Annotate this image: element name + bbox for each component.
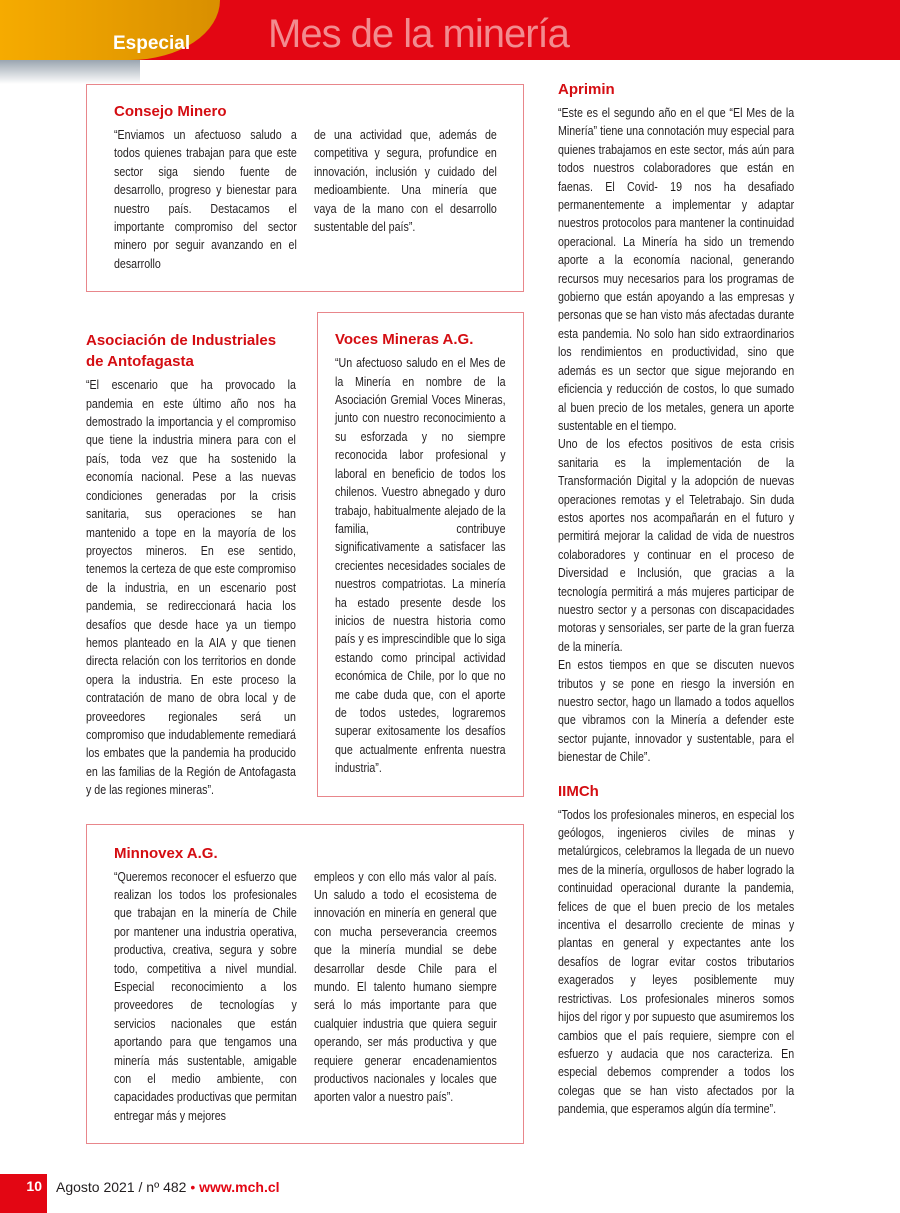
minnovex-columns: [114, 868, 497, 1126]
voces-mineras-title: Voces Mineras A.G.: [335, 331, 474, 349]
minnovex-box: [86, 824, 524, 1145]
section-label: Especial: [113, 33, 191, 54]
aia-text: “El escenario que ha provocado la pandemia en este último año nos ha demostrado la importancia y el compromiso que tiene la industria minera para con el país, toda vez que ha sostenido la economía nacional. Pese a las nuevas condiciones generadas por la crisis sanitaria, sus operaciones se han mantenido a tope en la mayoría de los proyectos mineros. En ese sentido, tenemos la certeza de que este compromiso de la industria, en un escenario post pandemia, se redireccionará hacia los desafíos que desde hace ya un tiempo hemos planteado en la AIA y que tienen directa relación con los territorios en donde opera la industria. En este proceso la contratación de mano de obra local y de proveedores regionales será un compromiso que indudablemente remediará los embates que la pandemia ha producido en las familias de la Región de Antofagasta y de las regiones mineras”.: [86, 377, 296, 798]
voces-mineras-box: [317, 312, 524, 796]
aprimin-title: Aprimin: [558, 81, 615, 98]
website-link[interactable]: www.mch.cl: [199, 1179, 280, 1196]
consejo-minero-text-col1: “Enviamos un afectuoso saludo a todos quienes trabajan para que este sector siga siendo fuente de desarrollo, progreso y bienestar para nuestro país. Destacamos el importante compromiso del sector minero por seguir avanzando en el desarrollo: [114, 127, 297, 271]
spacer: [558, 767, 794, 781]
footer-separator: •: [190, 1179, 196, 1196]
right-column: [558, 79, 794, 1119]
aprimin-paragraph: “Este es el segundo año en el que “El Mes de la Minería” tiene una connotación muy especial para quienes trabajamos en este sector, más aún para todos nuestros colaboradores que están en faenas. El Covid- 19 nos ha desafiado permanentemente a implementar y adaptar nuestros protocolos para mantener la continuidad operacional. La Minería ha sido un tremendo aporte a la economía nacional, generando recursos muy necesarios para los programas de gobierno que están apoyando a las empresas y personas que se han visto más afectadas durante esta pandemia. No solo han sido extraordinarios los rendimientos en productividad, sino que además es un sector que sigue mejorando en eficiencia y reducción de costos, lo que sumado al buen precio de los metales, genera un aporte sustentable en el tiempo.: [558, 105, 795, 433]
minnovex-text-col2: empleos y con ello más valor al país. Un saludo a todo el ecosistema de innovación en minería en general que con mucha perseverancia creemos que la minería mundial se debe desarrollar desde Chile para el mundo. El talento humano siempre será lo más importante para que cualquier industria que quiera seguir operando, ser más productiva y que requiere generar encadenamientos productivos nacionales y locales que aporten valor a nuestro país”.: [314, 868, 497, 1105]
iimch-title: IIMCh: [558, 782, 599, 800]
aprimin-text: [558, 104, 794, 767]
iimch-text: “Todos los profesionales mineros, en especial los geólogos, ingenieros civiles de minas y metalúrgicos, celebramos la llegada de un nuevo mes de la minería, orgullosos de haber logrado la continuidad operacional durante la pandemia, felices de que el buen precio de los metales incentiva el desarrollo creciente de minas y plantas en general y expectantes ante los desafíos de lograr evitar costos tributarios exagerados y leyes posiblemente muy restrictivas. Los profesionales mineros somos hijos del rigor y por supuesto que asumiremos los cambios que el país requiere, siempre con el esfuerzo y audacia que nos caracteriza. En especial debemos comprender a todos los colegas que se han visto afectados por la pandemia, que esperamos algún día termine”.: [558, 806, 795, 1117]
left-column: [86, 79, 524, 1144]
aprimin-paragraph: En estos tiempos en que se discuten nuevos tributos y se pone en riesgo la inversión en nuestro sector, hago un llamado a todos aquellos que vibramos con la Minería a defender este sector pujante, innovador y sustentable, para el bienestar de Chile”.: [558, 657, 795, 765]
minnovex-title: Minnovex A.G.: [114, 844, 218, 862]
page-number: 10: [26, 1178, 42, 1195]
middle-row: [86, 312, 524, 799]
minnovex-text-col1: “Queremos reconocer el esfuerzo que realizan los todos los profesionales que trabajan en la minería de Chile por mantener una industria operativa, productiva, creativa, segura y sobre todo, competitiva a nivel mundial. Especial reconocimiento a los proveedores de tecnologías y servicios nacionales que están aportando para que tengamos una minería más sustentable, amigable con el medio ambiente, con capacidades productivas que permitan entregar más y mejores: [114, 868, 297, 1123]
issue-label: Agosto 2021 / nº 482: [56, 1179, 187, 1196]
page-title: Mes de la minería: [268, 12, 569, 56]
voces-mineras-text: “Un afectuoso saludo en el Mes de la Minería en nombre de la Asociación Gremial Voces Mineras, junto con nuestro reconocimiento a su esforzada y no siempre reconocida labor profesional y laboral en beneficio de todos los chilenos. Vuestro abnegado y duro trabajo, habitualmente alejado de la familia, contribuye significativamente a satisfacer las crecientes necesidades sociales de nuestros compatriotas. La minería ha estado presente desde los inicios de nuestra historia como país y es imprescindible que lo siga estando como principal actividad económica de Chile, por lo que no me cabe duda que, con el aporte de todos ustedes, lograremos superar exitosamente los desafíos que actualmente enfrenta nuestra industria”.: [335, 355, 506, 776]
consejo-minero-box: [86, 84, 524, 292]
aia-title: Asociación de Industriales de Antofagasta: [86, 332, 277, 371]
consejo-minero-columns: [114, 126, 497, 273]
aprimin-paragraph: Uno de los efectos positivos de esta crisis sanitaria es la implementación de la Transformación Digital y la adopción de nuevas operaciones remotas y el Teletrabajo. Sin duda estos aportes nos acompañarán en el futuro y permitirá mejorar la calidad de vida de nuestros colaboradores y continuar en el proceso de Diversidad e Inclusión, que gracias a la tecnología permitirá a más mujeres participar de nuestro sector y a personas con discapacidades motoras y sensoriales, ser parte de la gran fuerza de la minería.: [558, 436, 795, 654]
footer-info: [56, 1174, 280, 1195]
footer: [0, 1174, 900, 1213]
header-shadow: [0, 60, 140, 84]
aia-article: [86, 312, 296, 799]
consejo-minero-title: Consejo Minero: [114, 103, 227, 120]
page-number-tab: [0, 1174, 47, 1213]
consejo-minero-text-col2: de una actividad que, además de competitiva y segura, profundice en innovación, inclusión y cuidado del medioambiente. Una minería que vaya de la mano con el desarrollo sustentable del país”.: [314, 127, 497, 235]
